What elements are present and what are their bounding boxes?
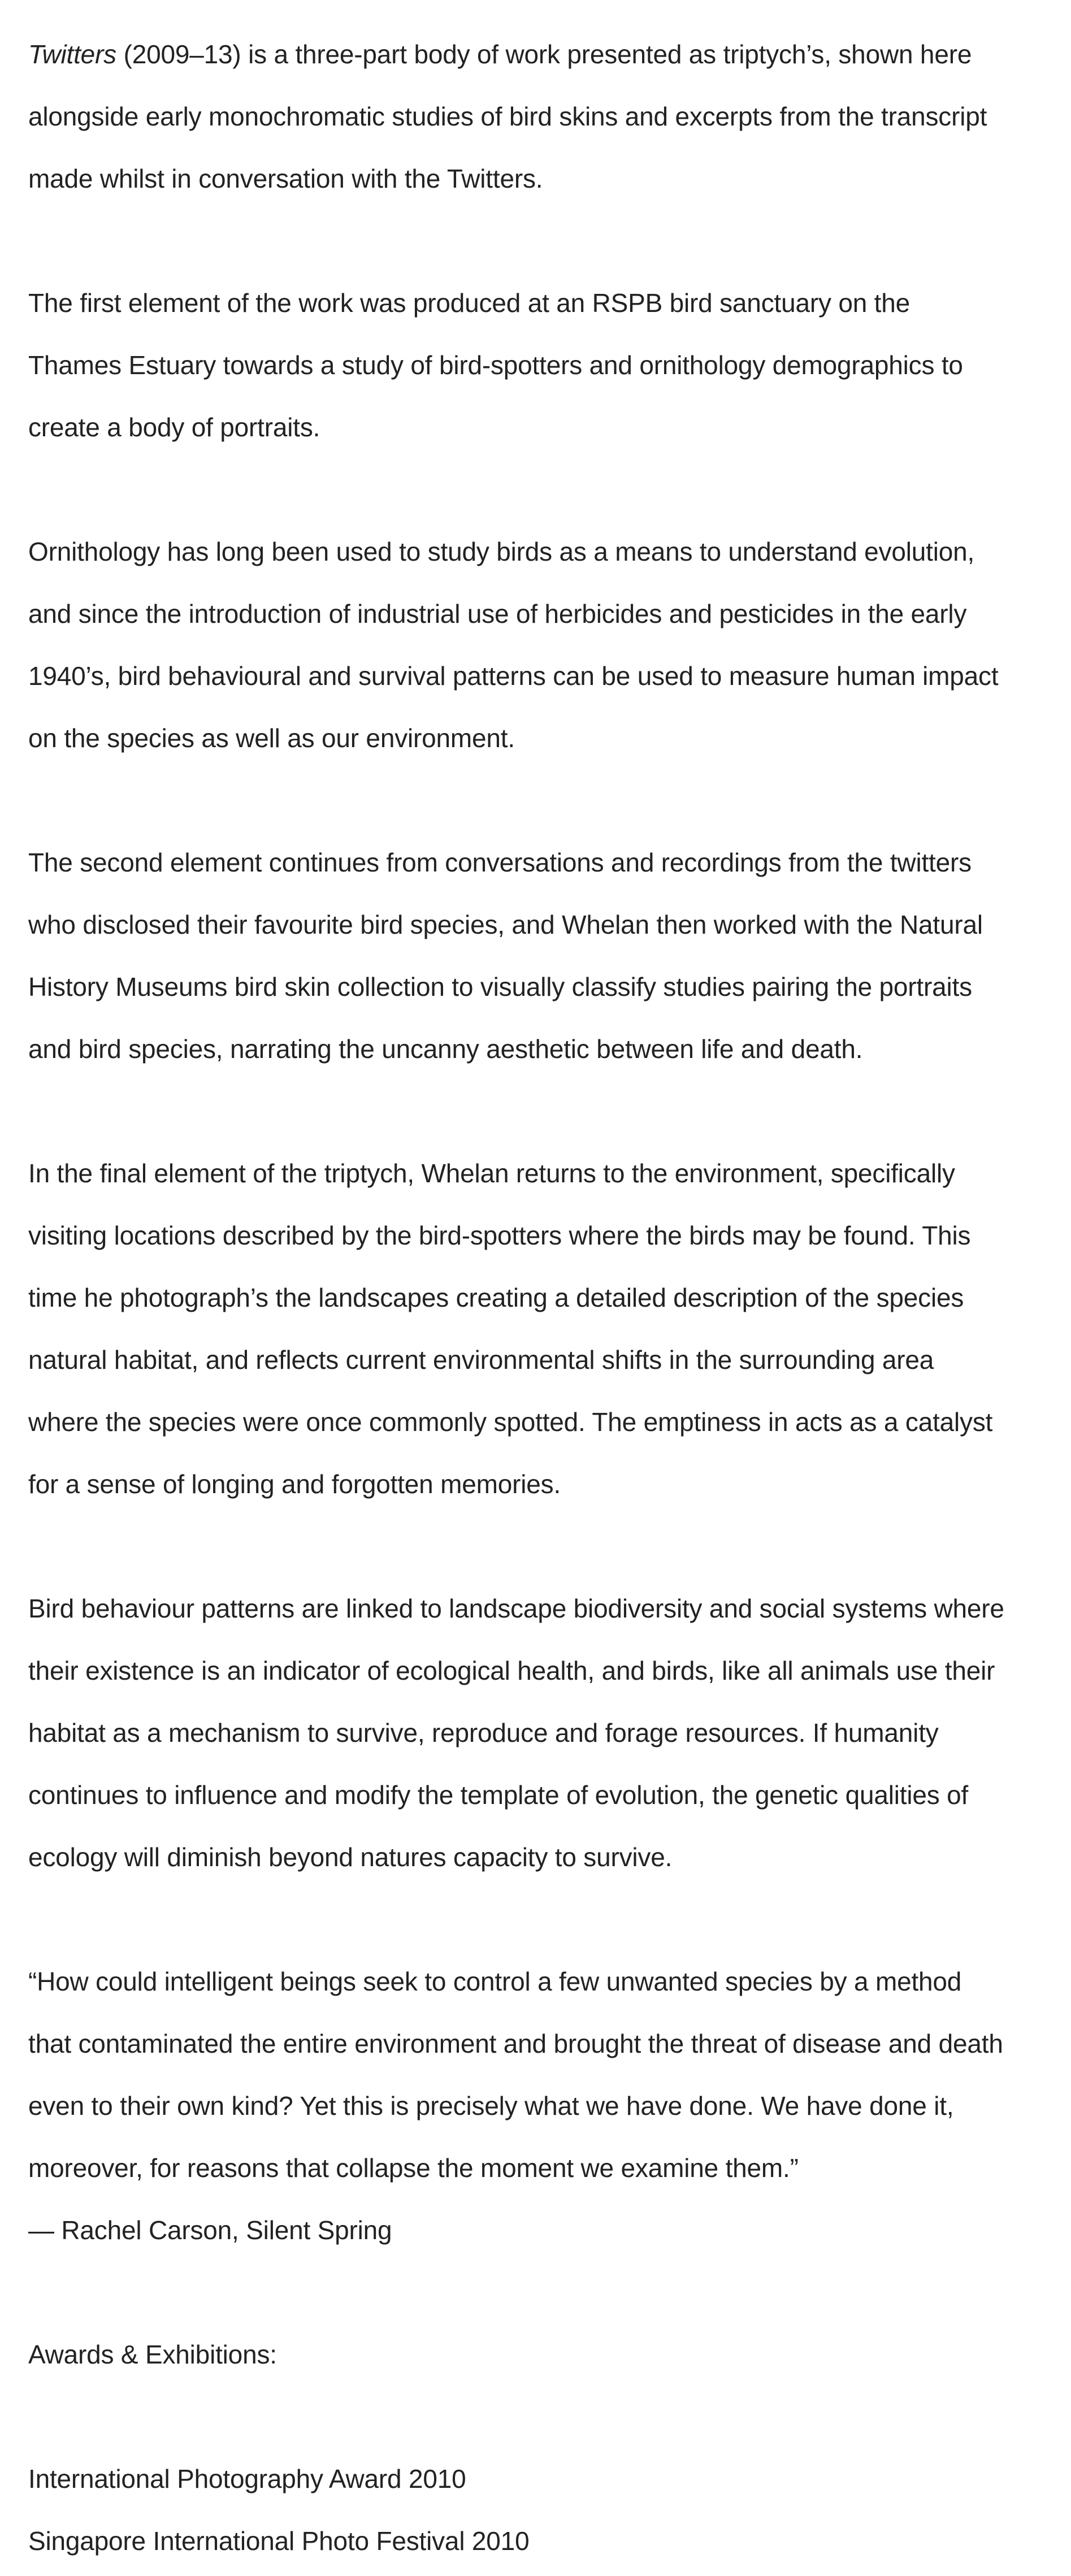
text-line: History Museums bird skin collection to visually classify studies pairing the portraits (28, 972, 972, 1001)
text-line: Ornithology has long been used to study birds as a means to understand evolution, (28, 537, 975, 566)
quote-line: that contaminated the entire environment and brought the threat of disease and death (28, 2029, 1003, 2058)
text-line: on the species as well as our environment. (28, 723, 515, 753)
quote-line: moreover, for reasons that collapse the moment we examine them.” (28, 2153, 799, 2183)
paragraph-final-element (28, 1127, 1046, 1531)
award-item: Singapore International Photo Festival 2010 (28, 2526, 530, 2556)
quote-line: “How could intelligent beings seek to control a few unwanted species by a method (28, 1967, 962, 1996)
text-line: Bird behaviour patterns are linked to landscape biodiversity and social systems where (28, 1594, 1004, 1623)
text-line: their existence is an indicator of ecological health, and birds, like all animals use their (28, 1656, 995, 1685)
text-line: for a sense of longing and forgotten memories. (28, 1469, 561, 1499)
quote-line: even to their own kind? Yet this is precisely what we have done. We have done it, (28, 2091, 954, 2120)
quote-attribution: — Rachel Carson, Silent Spring (28, 2215, 392, 2245)
text-line: ecology will diminish beyond natures capacity to survive. (28, 1842, 673, 1872)
awards-list (28, 2432, 1046, 2576)
text-line: create a body of portraits. (28, 413, 320, 442)
work-title: Twitters (28, 40, 116, 69)
intro-line-3: made whilst in conversation with the Twitters. (28, 164, 543, 193)
intro-paragraph (28, 8, 1046, 225)
text-line: In the final element of the triptych, Whelan returns to the environment, specifically (28, 1159, 955, 1188)
text-line: time he photograph’s the landscapes creating a detailed description of the species (28, 1283, 964, 1312)
award-item: International Photography Award 2010 (28, 2464, 466, 2493)
article-body (28, 8, 1046, 2576)
paragraph-first-element (28, 257, 1046, 474)
text-line: who disclosed their favourite bird species, and Whelan then worked with the Natural (28, 910, 983, 939)
paragraph-ornithology (28, 505, 1046, 785)
text-line: visiting locations described by the bird-spotters where the birds may be found. This (28, 1221, 971, 1250)
paragraph-bird-behaviour (28, 1562, 1046, 1904)
awards-heading-text: Awards & Exhibitions: (28, 2340, 277, 2369)
text-line: habitat as a mechanism to survive, reproduce and forage resources. If humanity (28, 1718, 939, 1747)
text-line: and since the introduction of industrial use of herbicides and pesticides in the early (28, 599, 967, 628)
text-line: 1940’s, bird behavioural and survival patterns can be used to measure human impact (28, 661, 999, 691)
intro-line-1 (28, 39, 1046, 70)
intro-line-1-rest: (2009–13) is a three-part body of work presented as triptych’s, shown here (116, 40, 972, 69)
text-line: continues to influence and modify the template of evolution, the genetic qualities of (28, 1780, 969, 1810)
quote-paragraph (28, 1935, 1046, 2277)
text-line: Thames Estuary towards a study of bird-spotters and ornithology demographics to (28, 350, 963, 380)
text-line: The second element continues from conversations and recordings from the twitters (28, 848, 972, 877)
text-line: The first element of the work was produced at an RSPB bird sanctuary on the (28, 288, 910, 318)
text-line: where the species were once commonly spotted. The emptiness in acts as a catalyst (28, 1407, 993, 1437)
awards-heading (28, 2308, 1046, 2401)
intro-line-2: alongside early monochromatic studies of bird skins and excerpts from the transcript (28, 102, 987, 131)
paragraph-second-element (28, 816, 1046, 1096)
text-line: and bird species, narrating the uncanny aesthetic between life and death. (28, 1034, 863, 1064)
text-line: natural habitat, and reflects current environmental shifts in the surrounding area (28, 1345, 934, 1374)
